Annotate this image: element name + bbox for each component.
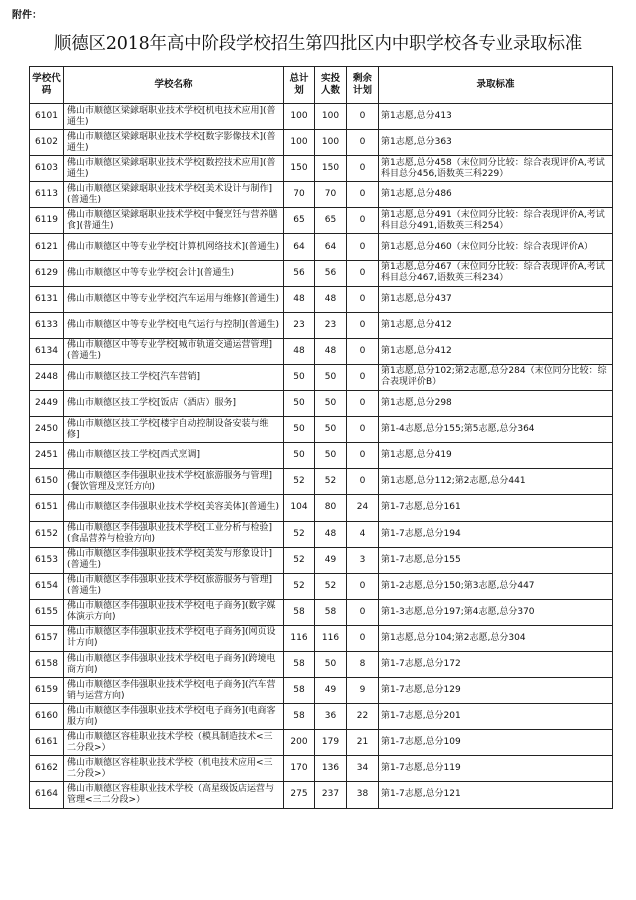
school-name-cell: 佛山市顺德区梁銶琚职业技术学校[中餐烹饪与营养膳食](普通生): [64, 208, 284, 234]
school-code-cell: 6154: [30, 573, 64, 599]
enrolled-cell: 50: [315, 651, 347, 677]
admission-standard-cell: 第1-2志愿,总分150;第3志愿,总分447: [379, 573, 613, 599]
admission-standard-cell: 第1志愿,总分412: [379, 338, 613, 364]
enrolled-cell: 52: [315, 469, 347, 495]
total-plan-cell: 100: [284, 130, 315, 156]
enrolled-cell: 58: [315, 599, 347, 625]
enrolled-cell: 65: [315, 208, 347, 234]
remaining-cell: 0: [347, 599, 379, 625]
school-name-cell: 佛山市顺德区中等专业学校[计算机网络技术](普通生): [64, 234, 284, 260]
total-plan-cell: 58: [284, 651, 315, 677]
admission-standard-cell: 第1志愿,总分458（末位同分比较：综合表现评价A,考试科目总分456,语数英三科229）: [379, 156, 613, 182]
school-name-cell: 佛山市顺德区李伟强职业技术学校[美发与形象设计](普通生): [64, 547, 284, 573]
admission-standard-cell: 第1志愿,总分104;第2志愿,总分304: [379, 625, 613, 651]
school-name-cell: 佛山市顺德区李伟强职业技术学校[旅游服务与管理](普通生): [64, 573, 284, 599]
header-total-plan: 总计划: [284, 67, 315, 104]
total-plan-cell: 48: [284, 286, 315, 312]
total-plan-cell: 150: [284, 156, 315, 182]
remaining-cell: 21: [347, 730, 379, 756]
school-code-cell: 6162: [30, 756, 64, 782]
remaining-cell: 38: [347, 782, 379, 808]
school-name-cell: 佛山市顺德区李伟强职业技术学校[电子商务](网页设计方向): [64, 625, 284, 651]
total-plan-cell: 100: [284, 104, 315, 130]
table-row: [30, 417, 613, 443]
school-name-cell: 佛山市顺德区中等专业学校[汽车运用与维修](普通生): [64, 286, 284, 312]
table-row: [30, 573, 613, 599]
school-name-cell: 佛山市顺德区容桂职业技术学校（高星级饭店运营与管理<三二分段>）: [64, 782, 284, 808]
total-plan-cell: 104: [284, 495, 315, 521]
school-name-cell: 佛山市顺德区中等专业学校[会计](普通生): [64, 260, 284, 286]
school-code-cell: 6161: [30, 730, 64, 756]
remaining-cell: 3: [347, 547, 379, 573]
enrolled-cell: 100: [315, 104, 347, 130]
enrolled-cell: 70: [315, 182, 347, 208]
enrolled-cell: 136: [315, 756, 347, 782]
total-plan-cell: 65: [284, 208, 315, 234]
school-code-cell: 6102: [30, 130, 64, 156]
total-plan-cell: 50: [284, 364, 315, 390]
enrolled-cell: 237: [315, 782, 347, 808]
enrolled-cell: 116: [315, 625, 347, 651]
enrolled-cell: 50: [315, 364, 347, 390]
table-row: [30, 651, 613, 677]
school-name-cell: 佛山市顺德区梁銶琚职业技术学校[数控技术应用](普通生): [64, 156, 284, 182]
remaining-cell: 0: [347, 208, 379, 234]
school-code-cell: 6101: [30, 104, 64, 130]
table-row: [30, 391, 613, 417]
admission-standard-cell: 第1志愿,总分413: [379, 104, 613, 130]
admission-standard-cell: 第1-7志愿,总分155: [379, 547, 613, 573]
school-code-cell: 6150: [30, 469, 64, 495]
header-remaining: 剩余计划: [347, 67, 379, 104]
remaining-cell: 9: [347, 678, 379, 704]
total-plan-cell: 50: [284, 391, 315, 417]
table-row: [30, 625, 613, 651]
remaining-cell: 0: [347, 364, 379, 390]
remaining-cell: 0: [347, 234, 379, 260]
total-plan-cell: 50: [284, 417, 315, 443]
school-name-cell: 佛山市顺德区李伟强职业技术学校[电子商务](汽车营销与运营方向): [64, 678, 284, 704]
remaining-cell: 0: [347, 625, 379, 651]
table-row: [30, 338, 613, 364]
admission-standard-cell: 第1志愿,总分102;第2志愿,总分284（末位同分比较：综合表现评价B）: [379, 364, 613, 390]
school-code-cell: 2450: [30, 417, 64, 443]
table-row: [30, 495, 613, 521]
school-code-cell: 6129: [30, 260, 64, 286]
header-school-name: 学校名称: [64, 67, 284, 104]
total-plan-cell: 170: [284, 756, 315, 782]
table-row: [30, 156, 613, 182]
remaining-cell: 24: [347, 495, 379, 521]
total-plan-cell: 58: [284, 599, 315, 625]
enrolled-cell: 23: [315, 312, 347, 338]
school-name-cell: 佛山市顺德区李伟强职业技术学校[电子商务](数字媒体演示方向): [64, 599, 284, 625]
school-code-cell: 6113: [30, 182, 64, 208]
school-name-cell: 佛山市顺德区李伟强职业技术学校[旅游服务与管理](餐饮管理及烹饪方向): [64, 469, 284, 495]
admission-standard-cell: 第1-7志愿,总分172: [379, 651, 613, 677]
total-plan-cell: 70: [284, 182, 315, 208]
table-row: [30, 286, 613, 312]
admission-standard-cell: 第1-7志愿,总分201: [379, 704, 613, 730]
school-code-cell: 6151: [30, 495, 64, 521]
enrolled-cell: 52: [315, 573, 347, 599]
admission-table: [29, 66, 613, 809]
admission-standard-cell: 第1志愿,总分437: [379, 286, 613, 312]
remaining-cell: 22: [347, 704, 379, 730]
school-code-cell: 6134: [30, 338, 64, 364]
admission-standard-cell: 第1-7志愿,总分129: [379, 678, 613, 704]
table-row: [30, 547, 613, 573]
total-plan-cell: 52: [284, 547, 315, 573]
school-code-cell: 6131: [30, 286, 64, 312]
school-name-cell: 佛山市顺德区李伟强职业技术学校[电子商务](电商客服方向): [64, 704, 284, 730]
table-row: [30, 130, 613, 156]
total-plan-cell: 52: [284, 469, 315, 495]
remaining-cell: 4: [347, 521, 379, 547]
total-plan-cell: 275: [284, 782, 315, 808]
remaining-cell: 0: [347, 182, 379, 208]
enrolled-cell: 49: [315, 678, 347, 704]
school-name-cell: 佛山市顺德区中等专业学校[电气运行与控制](普通生): [64, 312, 284, 338]
table-row: [30, 678, 613, 704]
school-name-cell: 佛山市顺德区技工学校[楼宇自动控制设备安装与维修]: [64, 417, 284, 443]
table-header-row: [30, 67, 613, 104]
school-code-cell: 6153: [30, 547, 64, 573]
school-name-cell: 佛山市顺德区梁銶琚职业技术学校[美术设计与制作](普通生): [64, 182, 284, 208]
school-name-cell: 佛山市顺德区技工学校[西式烹调]: [64, 443, 284, 469]
school-name-cell: 佛山市顺德区梁銶琚职业技术学校[机电技术应用](普通生): [64, 104, 284, 130]
remaining-cell: 0: [347, 312, 379, 338]
remaining-cell: 0: [347, 286, 379, 312]
school-code-cell: 6121: [30, 234, 64, 260]
admission-standard-cell: 第1-7志愿,总分161: [379, 495, 613, 521]
total-plan-cell: 200: [284, 730, 315, 756]
table-row: [30, 234, 613, 260]
total-plan-cell: 64: [284, 234, 315, 260]
remaining-cell: 0: [347, 260, 379, 286]
enrolled-cell: 36: [315, 704, 347, 730]
enrolled-cell: 48: [315, 338, 347, 364]
school-code-cell: 6119: [30, 208, 64, 234]
total-plan-cell: 48: [284, 338, 315, 364]
remaining-cell: 0: [347, 130, 379, 156]
admission-standard-cell: 第1-7志愿,总分121: [379, 782, 613, 808]
table-row: [30, 364, 613, 390]
admission-standard-cell: 第1志愿,总分491（末位同分比较：综合表现评价A,考试科目总分491,语数英三科254）: [379, 208, 613, 234]
school-name-cell: 佛山市顺德区技工学校[饭店（酒店）服务]: [64, 391, 284, 417]
table-row: [30, 521, 613, 547]
remaining-cell: 0: [347, 104, 379, 130]
admission-standard-cell: 第1志愿,总分298: [379, 391, 613, 417]
admission-standard-cell: 第1志愿,总分363: [379, 130, 613, 156]
school-code-cell: 6157: [30, 625, 64, 651]
school-code-cell: 6160: [30, 704, 64, 730]
enrolled-cell: 150: [315, 156, 347, 182]
school-code-cell: 6133: [30, 312, 64, 338]
school-name-cell: 佛山市顺德区容桂职业技术学校（机电技术应用<三二分段>）: [64, 756, 284, 782]
table-row: [30, 260, 613, 286]
school-code-cell: 6155: [30, 599, 64, 625]
header-school-code: 学校代码: [30, 67, 64, 104]
table-row: [30, 756, 613, 782]
school-code-cell: 2451: [30, 443, 64, 469]
school-code-cell: 6164: [30, 782, 64, 808]
header-admission-standard: 录取标准: [379, 67, 613, 104]
table-row: [30, 104, 613, 130]
admission-standard-cell: 第1-7志愿,总分119: [379, 756, 613, 782]
remaining-cell: 0: [347, 573, 379, 599]
enrolled-cell: 48: [315, 521, 347, 547]
enrolled-cell: 56: [315, 260, 347, 286]
admission-standard-cell: 第1志愿,总分460（末位同分比较：综合表现评价A）: [379, 234, 613, 260]
admission-standard-cell: 第1-7志愿,总分194: [379, 521, 613, 547]
remaining-cell: 0: [347, 443, 379, 469]
school-code-cell: 2449: [30, 391, 64, 417]
enrolled-cell: 100: [315, 130, 347, 156]
annex-label: 附件：: [12, 10, 42, 21]
school-name-cell: 佛山市顺德区李伟强职业技术学校[工业分析与检验](食品营养与检验方向): [64, 521, 284, 547]
table-row: [30, 599, 613, 625]
school-name-cell: 佛山市顺德区李伟强职业技术学校[电子商务](跨境电商方向): [64, 651, 284, 677]
total-plan-cell: 116: [284, 625, 315, 651]
school-code-cell: 6159: [30, 678, 64, 704]
school-code-cell: 2448: [30, 364, 64, 390]
school-name-cell: 佛山市顺德区李伟强职业技术学校[美容美体](普通生): [64, 495, 284, 521]
school-code-cell: 6103: [30, 156, 64, 182]
school-name-cell: 佛山市顺德区容桂职业技术学校（模具制造技术<三二分段>）: [64, 730, 284, 756]
total-plan-cell: 56: [284, 260, 315, 286]
total-plan-cell: 58: [284, 678, 315, 704]
total-plan-cell: 58: [284, 704, 315, 730]
enrolled-cell: 49: [315, 547, 347, 573]
school-code-cell: 6158: [30, 651, 64, 677]
remaining-cell: 0: [347, 156, 379, 182]
total-plan-cell: 52: [284, 573, 315, 599]
remaining-cell: 0: [347, 469, 379, 495]
enrolled-cell: 80: [315, 495, 347, 521]
table-row: [30, 469, 613, 495]
admission-standard-cell: 第1志愿,总分112;第2志愿,总分441: [379, 469, 613, 495]
header-enrolled: 实投人数: [315, 67, 347, 104]
school-name-cell: 佛山市顺德区技工学校[汽车营销]: [64, 364, 284, 390]
document-title: 顺德区2018年高中阶段学校招生第四批区内中职学校各专业录取标准: [53, 34, 583, 54]
enrolled-cell: 50: [315, 443, 347, 469]
table-row: [30, 704, 613, 730]
school-name-cell: 佛山市顺德区中等专业学校[城市轨道交通运营管理](普通生): [64, 338, 284, 364]
table-row: [30, 312, 613, 338]
admission-standard-cell: 第1志愿,总分419: [379, 443, 613, 469]
remaining-cell: 8: [347, 651, 379, 677]
admission-standard-cell: 第1志愿,总分467（末位同分比较：综合表现评价A,考试科目总分467,语数英三科234）: [379, 260, 613, 286]
enrolled-cell: 179: [315, 730, 347, 756]
school-code-cell: 6152: [30, 521, 64, 547]
total-plan-cell: 52: [284, 521, 315, 547]
table-row: [30, 443, 613, 469]
admission-standard-cell: 第1-7志愿,总分109: [379, 730, 613, 756]
remaining-cell: 0: [347, 338, 379, 364]
table-row: [30, 208, 613, 234]
admission-standard-cell: 第1志愿,总分486: [379, 182, 613, 208]
remaining-cell: 0: [347, 391, 379, 417]
remaining-cell: 34: [347, 756, 379, 782]
table-row: [30, 782, 613, 808]
admission-standard-cell: 第1-4志愿,总分155;第5志愿,总分364: [379, 417, 613, 443]
remaining-cell: 0: [347, 417, 379, 443]
total-plan-cell: 50: [284, 443, 315, 469]
school-name-cell: 佛山市顺德区梁銶琚职业技术学校[数字影像技术](普通生): [64, 130, 284, 156]
enrolled-cell: 48: [315, 286, 347, 312]
admission-standard-cell: 第1志愿,总分412: [379, 312, 613, 338]
admission-standard-cell: 第1-3志愿,总分197;第4志愿,总分370: [379, 599, 613, 625]
total-plan-cell: 23: [284, 312, 315, 338]
table-row: [30, 730, 613, 756]
enrolled-cell: 50: [315, 417, 347, 443]
enrolled-cell: 64: [315, 234, 347, 260]
enrolled-cell: 50: [315, 391, 347, 417]
table-row: [30, 182, 613, 208]
